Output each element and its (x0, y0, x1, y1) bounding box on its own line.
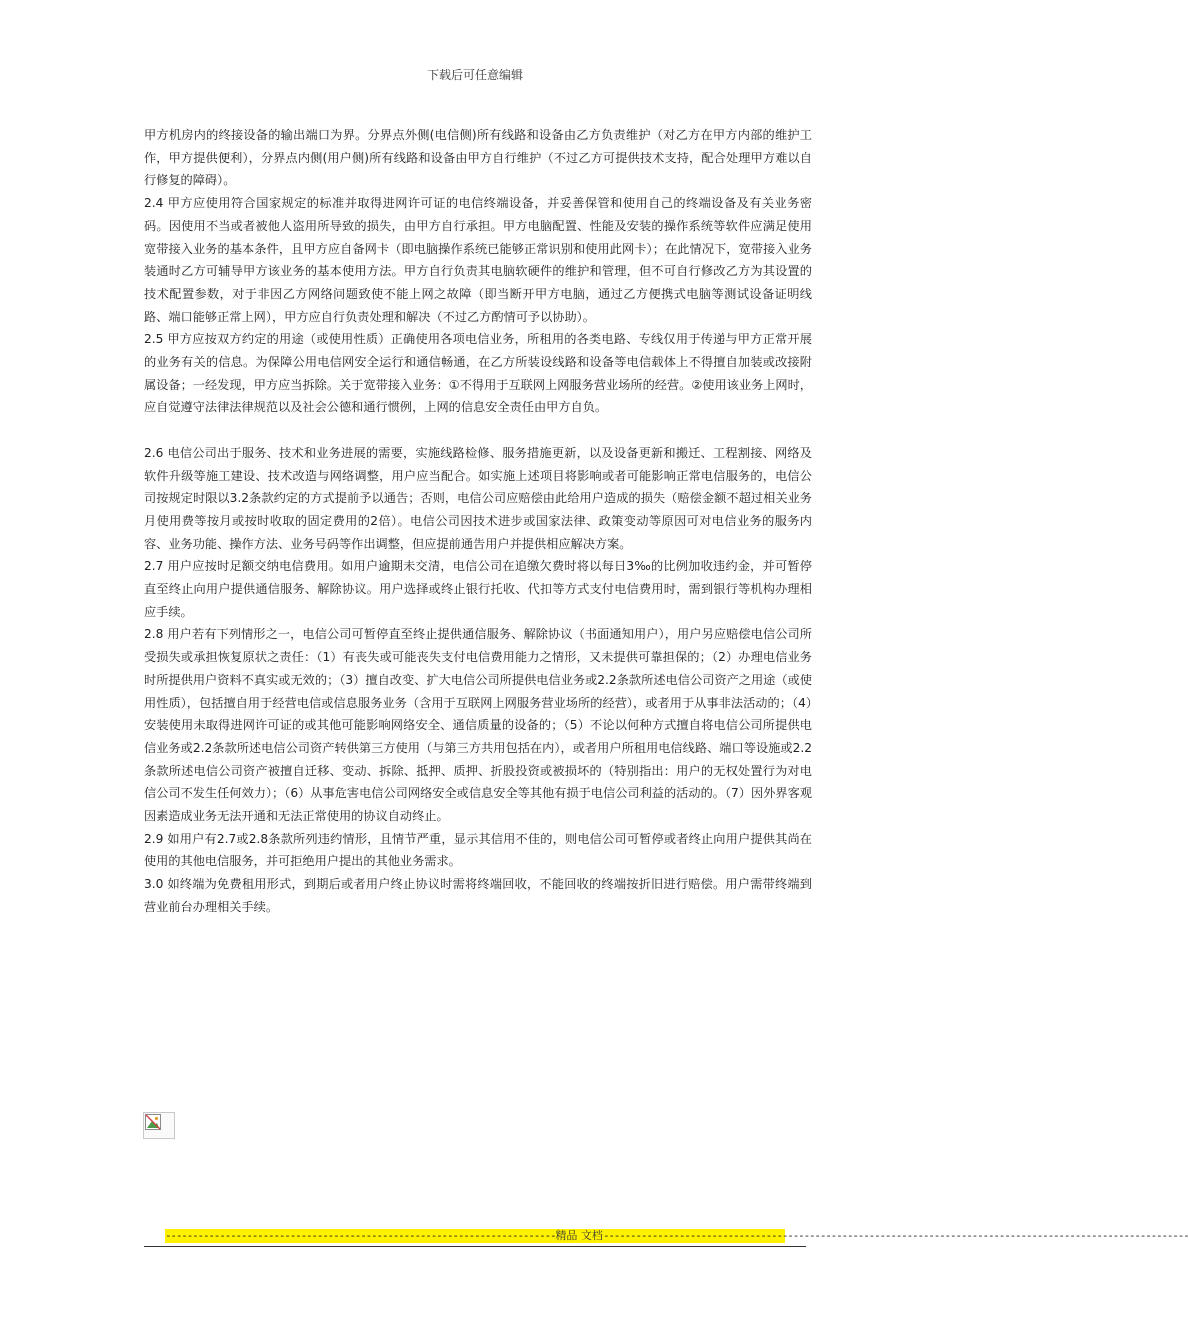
paragraph-2-4: 2.4 甲方应使用符合国家规定的标准并取得进网许可证的电信终端设备，并妥善保管和使用自己的终端设备及有关业务密码。因使用不当或者被他人盗用所导致的损失，由甲方自行承担。甲方电脑配置、性能及安装的操作系统等软件应满足使用宽带接入业务的基本条件，且甲方应自备网卡（即电脑操作系统已能够正常识别和使用此网卡）；在此情况下，宽带接入业务装通时乙方可辅导甲方该业务的基本使用方法。甲方自行负责其电脑软硬件的维护和管理，但不可自行修改乙方为其设置的技术配置参数，对于非因乙方网络问题致使不能上网之故障（即当断开甲方电脑，通过乙方便携式电脑等测试设备证明线路、端口能够正常上网），甲方应自行负责处理和解决（不过乙方酌情可予以协助）。 (144, 196, 812, 324)
footer-divider (144, 1246, 806, 1247)
document-body (144, 124, 812, 919)
broken-image-icon (143, 1112, 175, 1139)
paragraph-2-5: 2.5 甲方应按双方约定的用途（或使用性质）正确使用各项电信业务，所租用的各类电路、专线仅用于传递与甲方正常开展的业务有关的信息。为保障公用电信网安全运行和通信畅通，在乙方所装设线路和设备等电信载体上不得擅自加装或改接附属设备；一经发现，甲方应当拆除。关于宽带接入业务：①不得用于互联网上网服务营业场所的经营。②使用该业务上网时，应自觉遵守法律法律规范以及社会公德和通行惯例，上网的信息安全责任由甲方自负。 (144, 332, 812, 415)
footer-dashes-right: ------------------------------------------------------------------------------------------------------------ (602, 1229, 1189, 1242)
footer-dashes-left: ------------------------------------------------------------------------ (165, 1229, 556, 1242)
paragraph-2-6: 2.6 电信公司出于服务、技术和业务进展的需要，实施线路检修、服务措施更新，以及设备更新和搬迁、工程割接、网络及软件升级等施工建设、技术改造与网络调整，用户应当配合。如实施上述项目将影响或者可能影响正常电信服务的，电信公司按规定时限以3.2条款约定的方式提前予以通告；否则，电信公司应赔偿由此给用户造成的损失（赔偿金额不超过相关业务月使用费等按月或按时收取的固定费用的2倍）。电信公司因技术进步或国家法律、政策变动等原因可对电信业务的服务内容、业务功能、操作方法、业务号码等作出调整，但应提前通告用户并提供相应解决方案。 (144, 445, 812, 551)
paragraph-2-9: 2.9 如用户有2.7或2.8条款所列违约情形，且情节严重，显示其信用不佳的，则电信公司可暂停或者终止向用户提供其尚在使用的其他电信服务，并可拒绝用户提出的其他业务需求。 (144, 831, 812, 869)
paragraph-boundary: 甲方机房内的终接设备的输出端口为界。分界点外侧(电信侧)所有线路和设备由乙方负责维护（对乙方在甲方内部的维护工作，甲方提供便利），分界点内侧(用户侧)所有线路和设备由甲方自行维护（不过乙方可提供技术支持，配合处理甲方难以自行修复的障碍）。 (144, 128, 812, 188)
footer-label: 精品 文档 (555, 1229, 603, 1242)
paragraph-2-7: 2.7 用户应按时足额交纳电信费用。如用户逾期未交清，电信公司在追缴欠费时将以每日3‰的比例加收违约金，并可暂停直至终止向用户提供通信服务、解除协议。用户选择或终止银行托收、代扣等方式支付电信费用时，需到银行等机构办理相应手续。 (144, 559, 812, 619)
paragraph-2-8: 2.8 用户若有下列情形之一，电信公司可暂停直至终止提供通信服务、解除协议（书面通知用户），用户另应赔偿电信公司所受损失或承担恢复原状之责任：（1）有丧失或可能丧失支付电信费用能力之情形，又未提供可靠担保的；（2）办理电信业务时所提供用户资料不真实或无效的；（3）擅自改变、扩大电信公司所提供电信业务或2.2条款所述电信公司资产之用途（或使用性质），包括擅自用于经营电信或信息服务业务（含用于互联网上网服务营业场所的经营），或者用于从事非法活动的；（4）安装使用未取得进网许可证的或其他可能影响网络安全、通信质量的设备的；（5）不论以何种方式擅自将电信公司所提供电信业务或2.2条款所述电信公司资产转供第三方使用（与第三方共用包括在内），或者用户所租用电信线路、端口等设施或2.2条款所述电信公司资产被擅自迁移、变动、拆除、抵押、质押、折股投资或被损坏的（特别指出：用户的无权处置行为对电信公司不发生任何效力）；（6）从事危害电信公司网络安全或信息安全等其他有损于电信公司利益的活动的。（7）因外界客观因素造成业务无法开通和无法正常使用的协议自动终止。 (144, 627, 812, 824)
paragraph-3-0: 3.0 如终端为免费租用形式，到期后或者用户终止协议时需将终端回收，不能回收的终端按折旧进行赔偿。用户需带终端到营业前台办理相关手续。 (144, 877, 812, 914)
footer-banner (165, 1229, 1189, 1243)
page-header: 下载后可任意编辑 (426, 68, 523, 82)
